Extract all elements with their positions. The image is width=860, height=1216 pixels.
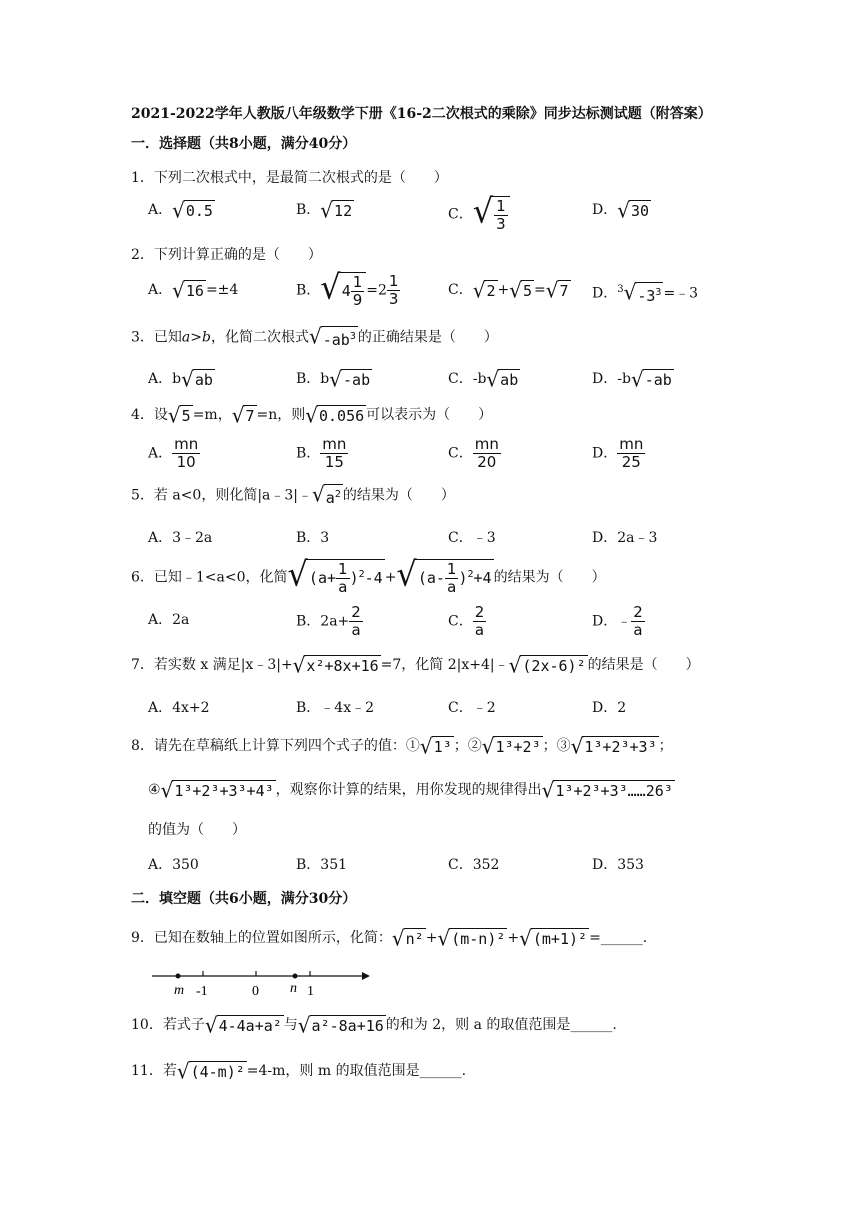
fraction: $\frac{1}{3}$: [496, 197, 506, 233]
q1-option-a: A． √ 0.5: [148, 197, 213, 223]
q3-option-d: D．-b √ -ab: [592, 366, 672, 392]
label-0: 0: [252, 984, 259, 999]
q3-option-c: C．-b √ ab: [448, 366, 519, 392]
q8-option-c: C．352: [448, 857, 500, 873]
q5-option-b: B．3: [296, 530, 330, 546]
q6-option-c: C． $\frac{2}{a}$: [448, 603, 485, 639]
section-heading-fill: 二．填空题（共6小题，满分30分）: [131, 891, 357, 907]
q1-option-b: B． √ 12: [296, 197, 353, 223]
q1-option-d: D． √ 30: [592, 197, 650, 223]
label-1: 1: [307, 984, 314, 999]
question-1-stem: 1．下列二次根式中，是最简二次根式的是（ ）: [131, 170, 448, 186]
question-5-stem: 5．若 a<0，则化简|a﹣3|﹣ √ $a^2$ 的结果为（ ）: [131, 481, 455, 507]
radical: √ 30: [617, 197, 650, 223]
question-2-stem: 2．下列计算正确的是（ ）: [131, 247, 322, 263]
q5-option-d: D．2a﹣3: [592, 530, 658, 546]
q6-option-a: A．2a: [148, 612, 190, 628]
q8-option-d: D．353: [592, 857, 644, 873]
q2-option-d: D．$^3$ √ $-3^3$ =﹣3: [592, 279, 699, 306]
q7-option-b: B．﹣4x﹣2: [296, 700, 374, 716]
q5-option-c: C．﹣3: [448, 530, 496, 546]
question-8-line-2: ④ √ 1³+2³+3³+4³ ，观察你计算的结果，用你发现的规律得出 √ 1³+2³+3³……26³: [148, 777, 673, 803]
q8-option-b: B．351: [296, 857, 348, 873]
question-9-stem: 9．已知在数轴上的位置如图所示，化简： √ n² + √ (m-n)² + √ (m+1)² =______.: [131, 925, 648, 951]
q7-option-c: C．﹣2: [448, 700, 496, 716]
page-title: 2021-2022学年人教版八年级数学下册《16-2二次根式的乘除》同步达标测试题（附答案）: [131, 106, 712, 122]
question-8-line-3: 的值为（ ）: [148, 822, 246, 838]
number-line-figure: [150, 962, 370, 1002]
arrow-head-icon: [362, 972, 370, 980]
label-neg1: -1: [196, 984, 208, 999]
radical: √ 12: [320, 197, 353, 223]
q6-option-b: B．2a+ $\frac{2}{a}$: [296, 603, 361, 639]
q2-option-b: B． √ 4 $\frac{1}{9}$ =2 $\frac{1}{3}$: [296, 266, 399, 309]
label-n: n: [290, 981, 297, 996]
question-8-stem: 8．请先在草稿纸上计算下列四个式子的值：① √ 1³ ；② √ 1³+2³ ；③ √ 1³+2³+3³ ；: [131, 733, 673, 759]
label-m: m: [174, 983, 185, 998]
question-7-stem: 7．若实数 x 满足|x﹣3|+ √ x²+8x+16 =7，化简 2|x+4|﹣ √ (2x-6)² 的结果是（ ）: [131, 652, 700, 678]
question-3-stem: 3．已知a>b，化简二次根式 √ $-ab^3$ 的正确结果是（ ）: [131, 323, 498, 349]
q2-option-c: C． √ 2 + √ 5 = √ 7: [448, 277, 569, 303]
q2-option-a: A． √ 16 =±4: [148, 277, 239, 303]
q4-option-a: A． $\frac{mn}{10}$: [148, 435, 199, 471]
q3-option-b: B．b √ -ab: [296, 366, 371, 392]
q1-option-c: C． √ $\frac{1}{3}$: [448, 196, 510, 233]
q7-option-a: A．4x+2: [148, 700, 210, 716]
radical: √ $\frac{1}{3}$: [473, 196, 510, 233]
question-4-stem: 4．设 √ 5 =m， √ 7 =n，则 √ 0.056 可以表示为（ ）: [131, 402, 493, 428]
question-11-stem: 11．若 √ (4-m)² =4-m，则 m 的取值范围是______.: [131, 1058, 467, 1084]
q6-option-d: D．﹣ $\frac{2}{a}$: [592, 603, 643, 639]
question-10-stem: 10．若式子 √ 4-4a+a² 与 √ a²-8a+16 的和为 2，则 a 的取值范围是______.: [131, 1012, 617, 1038]
q8-option-a: A．350: [148, 857, 199, 873]
point-m: [176, 974, 181, 979]
q3-option-a: A．b √ ab: [148, 366, 213, 392]
point-n: [293, 974, 298, 979]
question-6-stem: 6．已知﹣1<a<0，化简 √ (a+ $\frac{1}{a}$ )$^2$-4 + √ (a- $\frac{1}{a}$ )$^2$+4 的结果为（ ）: [131, 553, 606, 596]
radical: √ 0.5: [172, 197, 213, 223]
q5-option-a: A．3﹣2a: [148, 530, 213, 546]
section-heading-choice: 一．选择题（共8小题，满分40分）: [131, 136, 357, 152]
q4-option-c: C． $\frac{mn}{20}$: [448, 435, 499, 471]
q4-option-b: B． $\frac{mn}{15}$: [296, 435, 347, 471]
q4-option-d: D． $\frac{mn}{25}$: [592, 435, 644, 471]
q7-option-d: D．2: [592, 700, 627, 716]
